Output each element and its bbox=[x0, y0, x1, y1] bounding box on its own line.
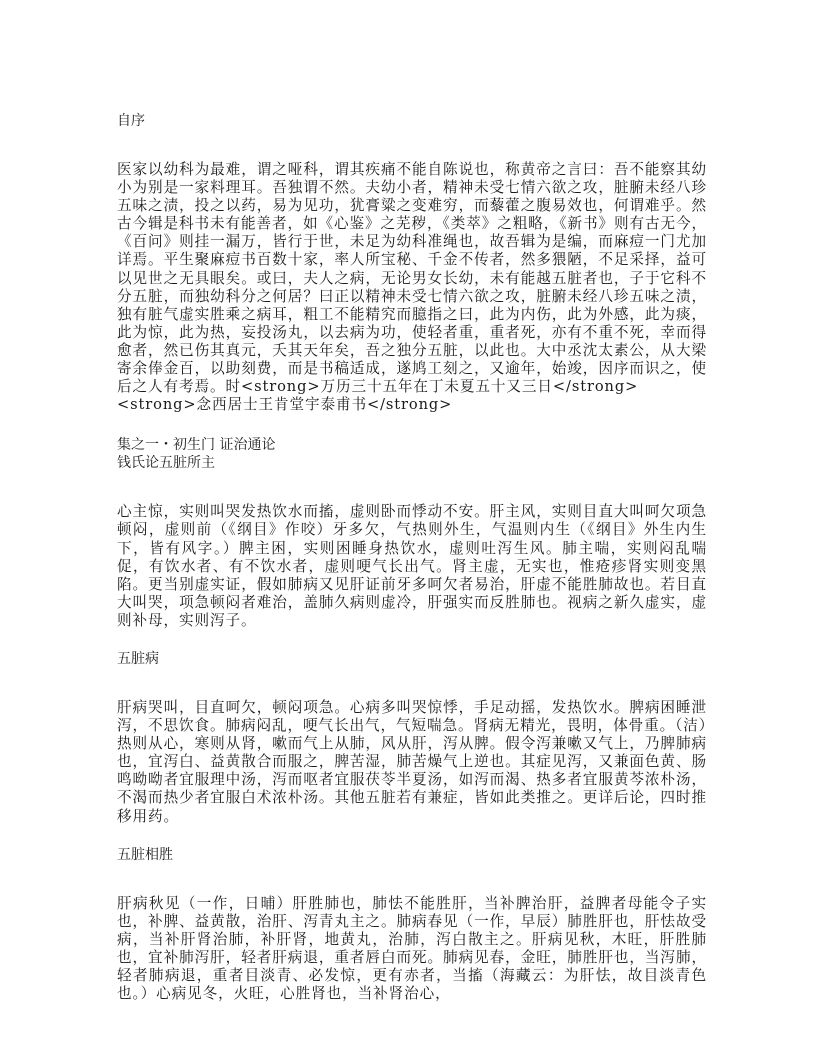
preface-title: 自序 bbox=[117, 113, 145, 129]
wuzang-bing-body: 肝病哭叫，目直呵欠，顿闷项急。心病多叫哭惊悸，手足动摇，发热饮水。脾病困睡泄泻，不思饮食。肺病闷乱，哽气长出气，气短喘急。肾病无精光，畏明，体骨重。（洁）热则从心，寒则从肾，嗽而气上从肺，风从肝，泻从脾。假令泻兼嗽又气上，乃脾肺病也，宜泻白、益黄散合而服之，脾苦湿，肺苦燥气上逆也。其症见泻，又兼面色黄、肠鸣呦呦者宜服理中汤，泻而呕者宜服茯苓半夏汤，如泻而渴、热多者宜服黄芩浓朴汤，不渴而热少者宜服白术浓朴汤。其他五脏若有兼症，皆如此类推之。更详后论，四时推移用药。 bbox=[117, 698, 707, 825]
preface-body: 医家以幼科为最难，谓之哑科，谓其疾痛不能自陈说也，称黄帝之言曰：吾不能察其幼小为别是一家料理耳。吾独谓不然。夫幼小者，精神未受七情六欲之攻，脏腑未经八珍五味之渍，投之以药，易为见功，犹膏粱之变难穷，而藜藿之腹易效也，何谓难乎。然古今辑是科书未有能善者，如《心鉴》之芜秽，《类萃》之粗略，《新书》则有古无今，《百问》则挂一漏万，皆行于世，未足为幼科准绳也，故吾辑为是编，而麻痘一门尤加详焉。平生聚麻痘书百数十家，率人所宝秘、千金不传者，然多猥陋，不足采择，益可以见世之无具眼矣。或曰，夫人之病，无论男女长幼，未有能越五脏者也，子于它科不分五脏，而独幼科分之何居？曰正以精神未受七情六欲之攻，脏腑未经八珍五味之渍，独有脏气虚实胜乘之病耳，粗工不能精究而臆指之曰，此为内伤，此为外感，此为痰，此为惊，此为热，妄投汤丸，以去病为功，使轻者重，重者死，亦有不重不死，幸而得愈者，然已伤其真元，夭其天年矣，吾之独分五脏，以此也。大中丞沈太素公，从大梁寄余俸金百，以助刻费，而是书稿适成，遂鸠工刻之，又逾年，始竣，因序而识之，使后之人有考焉。时<strong>万历三十五年在丁未夏五十又三日</strong> bbox=[117, 161, 707, 396]
wuzang-bing-title: 五脏病 bbox=[117, 650, 159, 667]
preface-signature: <strong>念西居士王肯堂宇泰甫书</strong> bbox=[117, 396, 453, 414]
subsection-title: 钱氏论五脏所主 bbox=[117, 455, 215, 472]
wuzang-xiangsheng-body: 肝病秋见（一作，日晡）肝胜肺也，肺怯不能胜肝，当补脾治肝，益脾者母能令子实也，补脾、益黄散，治肝、泻青丸主之。肺病春见（一作，早辰）肺胜肝也，肝怯故受病，当补肝肾治肺，补肝肾，地黄丸，治肺，泻白散主之。肝病见秋，木旺，肝胜肺也，宜补肺泻肝，轻者肝病退，重者唇白而死。肺病见春，金旺，肺胜肝也，当泻肺，轻者肺病退，重者目淡青、必发惊，更有赤者，当搐（海藏云：为肝怯，故目淡青色也。）心病见冬，火旺，心胜肾也，当补肾治心， bbox=[117, 894, 707, 1003]
wuzang-xiangsheng-title: 五脏相胜 bbox=[117, 846, 173, 863]
document-page bbox=[117, 112, 707, 1003]
subsection-body: 心主惊，实则叫哭发热饮水而搐，虚则卧而悸动不安。肝主风，实则目直大叫呵欠项急顿闷，虚则前（《纲目》作咬）牙多欠，气热则外生，气温则内生（《纲目》外生内生下，皆有风字。）脾主困，实则困睡身热饮水，虚则吐泻生风。肺主喘，实则闷乱喘促，有饮水者、有不饮水者，虚则哽气长出气。肾主虚，无实也，惟疮疹肾实则变黑陷。更当别虚实证，假如肺病又见肝证前牙多呵欠者易治，肝虚不能胜肺故也。若目直大叫哭，项急顿闷者难治，盖肺久病则虚冷，肝强实而反胜肺也。视病之新久虚实，虚则补母，实则泻子。 bbox=[117, 503, 707, 629]
section-title: 集之一・初生门 证治通论 bbox=[117, 437, 276, 454]
